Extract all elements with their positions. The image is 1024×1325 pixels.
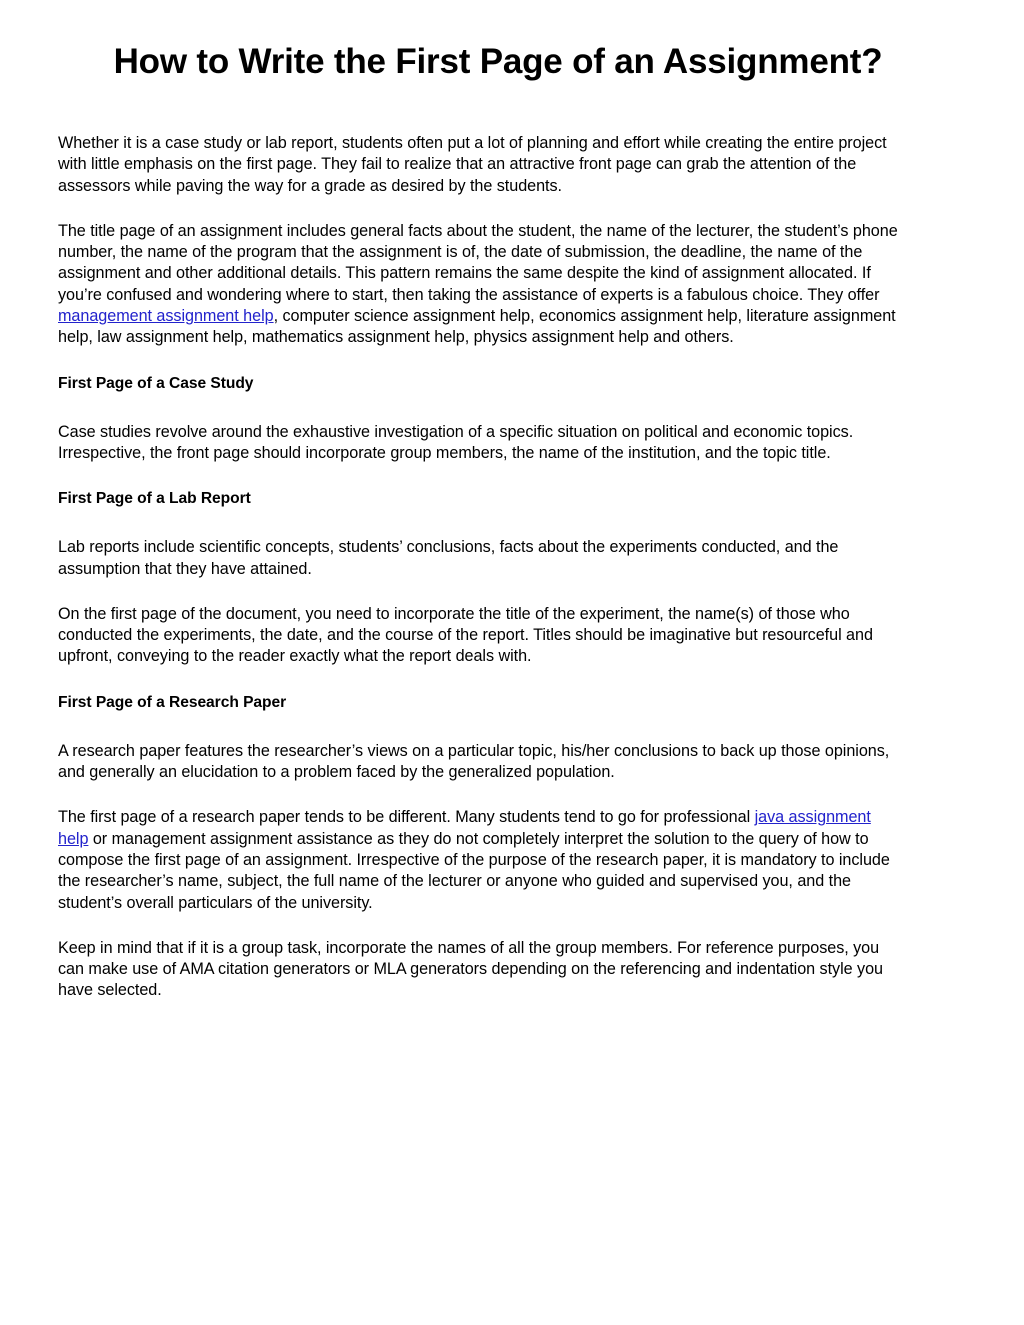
paragraph-text-after-link: , computer science assignment help, economics assignment help, literature assignment help, law assignment help, mathematics assignment help, physics assignment help and others.	[58, 307, 896, 347]
java-assignment-help-link[interactable]: java assignment help	[58, 808, 871, 848]
page-title: How to Write the First Page of an Assignment?	[113, 42, 883, 82]
paragraph-case-study: Case studies revolve around the exhaustive investigation of a specific situation on political and economic topics. Irrespective, the front page should incorporate group members, the name of the institution, and the topic title.	[58, 422, 854, 462]
management-assignment-help-link[interactable]: management assignment help	[58, 307, 274, 326]
heading-research-paper: First Page of a Research Paper	[58, 693, 287, 711]
heading-lab-report: First Page of a Lab Report	[58, 490, 251, 508]
paragraph-text-after-link: or management assignment assistance as they do not completely interpret the solution to the query of how to compose the first page of an assignment. Irrespective of the purpose of the research paper, it is mandatory to include the researcher’s name, subject, the full name of the lecturer or anyone who guided and supervised you, and the student’s overall particulars of the university.	[58, 829, 890, 912]
paragraph-title-page	[58, 221, 903, 349]
paragraph-group-task: Keep in mind that if it is a group task, incorporate the names of all the group members. For reference purposes, you can make use of AMA citation generators or MLA generators depending on the referencing and indentation style you have selected.	[58, 938, 883, 1000]
paragraph-text-before-link: The first page of a research paper tends to be different. Many students tend to go for professional	[58, 808, 755, 827]
paragraph-text-before-link: The title page of an assignment includes general facts about the student, the name of the lecturer, the student’s phone number, the name of the program that the assignment is of, the date of submission, the deadline, the name of the assignment and other additional details. This pattern remains the same despite the kind of assignment allocated. If you’re confused and wondering where to start, then taking the assistance of experts is a fabulous choice. They offer	[58, 221, 898, 304]
paragraph-research-paper-help	[58, 807, 903, 913]
paragraph-research-paper-views: A research paper features the researcher’s views on a particular topic, his/her conclusions to back up those opinions, and generally an elucidation to a problem faced by the generalized population.	[58, 741, 890, 782]
heading-case-study: First Page of a Case Study	[58, 374, 254, 392]
paragraph-lab-report-first-page: On the first page of the document, you need to incorporate the title of the experiment, the name(s) of those who conducted the experiments, the date, and the course of the report. Titles should be imaginative but resourceful and upfront, conveying to the reader exactly what the report deals with.	[58, 604, 873, 666]
document-body	[58, 133, 903, 1026]
paragraph-lab-report-concepts: Lab reports include scientific concepts, students’ conclusions, facts about the experiments conducted, and the assumption that they have attained.	[58, 538, 839, 578]
paragraph-intro: Whether it is a case study or lab report, students often put a lot of planning and effort while creating the entire project with little emphasis on the first page. They fail to realize that an attractive front page can grab the attention of the assessors while paving the way for a grade as desired by the students.	[58, 134, 887, 195]
